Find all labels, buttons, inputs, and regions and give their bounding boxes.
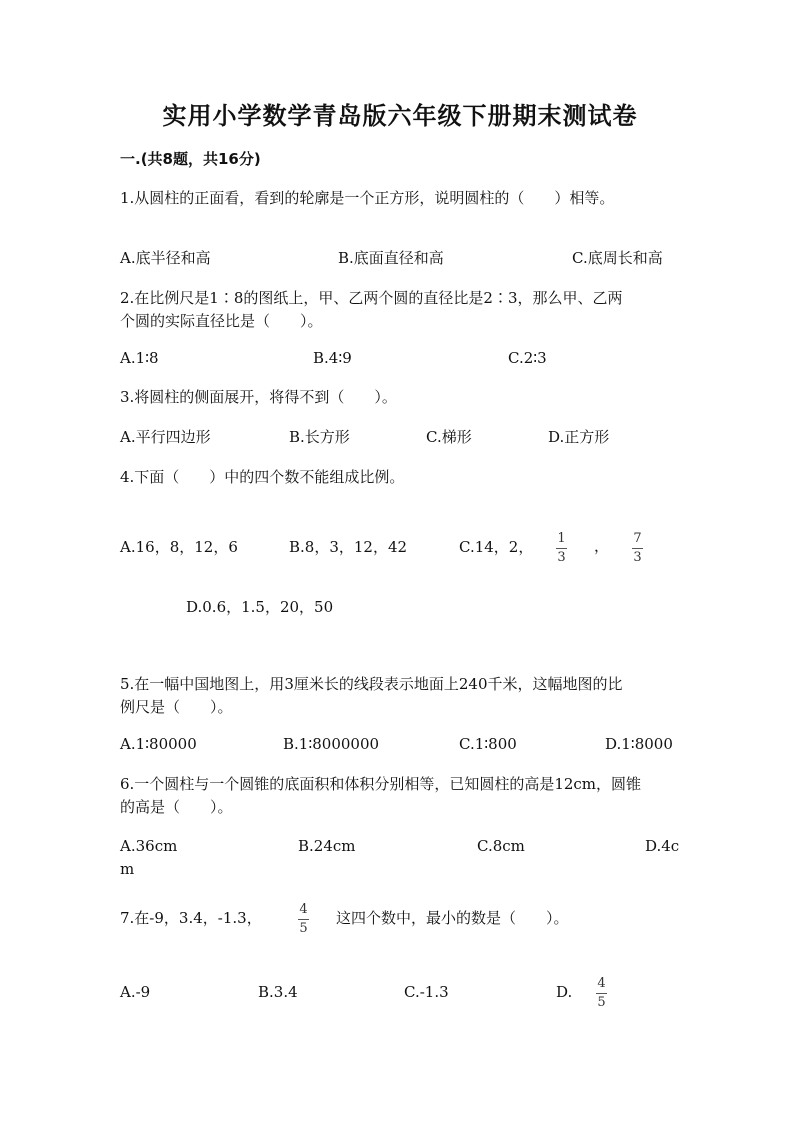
fraction-bar <box>556 548 567 549</box>
fraction-bar <box>632 548 643 549</box>
fraction-denominator: 5 <box>299 921 308 936</box>
fraction-numerator: 1 <box>557 531 566 546</box>
fraction-numerator: 4 <box>597 976 606 991</box>
q3-option-a: A.平行四边形 <box>120 428 211 446</box>
q7-option-a: A.-9 <box>120 983 151 1001</box>
q6-option-a: A.36cm <box>120 837 178 855</box>
q4-option-c-fraction-2 <box>632 531 643 566</box>
question-2-text-line2: 个圆的实际直径比是（ ）。 <box>120 312 323 330</box>
q2-option-b: B.4∶9 <box>313 349 352 367</box>
q6-option-d: D.4c <box>645 837 680 855</box>
q4-option-a: A.16，8，12，6 <box>120 538 238 556</box>
question-7-text-start: 7.在-9，3.4，-1.3， <box>120 909 262 927</box>
q5-option-c: C.1∶800 <box>459 735 517 753</box>
q1-option-a: A.底半径和高 <box>120 249 211 267</box>
section-heading: 一.(共8题，共16分) <box>120 150 261 168</box>
fraction-numerator: 4 <box>299 902 308 917</box>
q4-option-c-fraction-1 <box>556 531 567 566</box>
q1-option-b: B.底面直径和高 <box>338 249 444 267</box>
question-3-text: 3.将圆柱的侧面展开，将得不到（ ）。 <box>120 388 397 406</box>
q2-option-c: C.2∶3 <box>508 349 547 367</box>
q6-option-b: B.24cm <box>298 837 356 855</box>
question-5-text-line2: 例尺是（ ）。 <box>120 698 233 716</box>
q1-option-c: C.底周长和高 <box>572 249 663 267</box>
q5-option-b: B.1∶8000000 <box>283 735 380 753</box>
question-2-text-line1: 2.在比例尺是1∶8的图纸上，甲、乙两个圆的直径比是2∶3，那么甲、乙两 <box>120 289 623 307</box>
q7-option-b: B.3.4 <box>258 983 298 1001</box>
q3-option-d: D.正方形 <box>548 428 610 446</box>
q3-option-c: C.梯形 <box>426 428 472 446</box>
question-1-text: 1.从圆柱的正面看，看到的轮廓是一个正方形，说明圆柱的（ ）相等。 <box>120 189 615 207</box>
q4-option-c: C.14，2， <box>459 538 534 556</box>
page-title: 实用小学数学青岛版六年级下册期末测试卷 <box>162 102 638 130</box>
q7-option-c: C.-1.3 <box>404 983 449 1001</box>
fraction-numerator: 7 <box>633 531 642 546</box>
fraction-denominator: 3 <box>633 550 642 565</box>
q5-option-a: A.1∶80000 <box>120 735 197 753</box>
q4-option-b: B.8，3，12，42 <box>289 538 408 556</box>
q7-option-d: D. <box>556 983 573 1001</box>
q7-fraction <box>298 902 309 937</box>
fraction-denominator: 3 <box>557 550 566 565</box>
q4-option-d: D.0.6，1.5，20，50 <box>186 598 334 616</box>
q5-option-d: D.1∶8000 <box>605 735 673 753</box>
question-4-text: 4.下面（ ）中的四个数不能组成比例。 <box>120 468 405 486</box>
fraction-denominator: 5 <box>597 995 606 1010</box>
question-6-text-line2: 的高是（ ）。 <box>120 798 233 816</box>
question-6-text-line1: 6.一个圆柱与一个圆锥的底面积和体积分别相等，已知圆柱的高是12cm，圆锥 <box>120 775 642 793</box>
q7-option-d-fraction <box>596 976 607 1011</box>
q4-option-c-separator: ， <box>594 537 610 555</box>
q2-option-a: A.1∶8 <box>120 349 159 367</box>
q3-option-b: B.长方形 <box>289 428 350 446</box>
q6-option-d-wrap: m <box>120 860 135 878</box>
fraction-bar <box>596 993 607 994</box>
fraction-bar <box>298 919 309 920</box>
question-7-text-end: 这四个数中，最小的数是（ ）。 <box>336 909 569 927</box>
q6-option-c: C.8cm <box>477 837 525 855</box>
question-5-text-line1: 5.在一幅中国地图上，用3厘米长的线段表示地面上240千米，这幅地图的比 <box>120 675 623 693</box>
